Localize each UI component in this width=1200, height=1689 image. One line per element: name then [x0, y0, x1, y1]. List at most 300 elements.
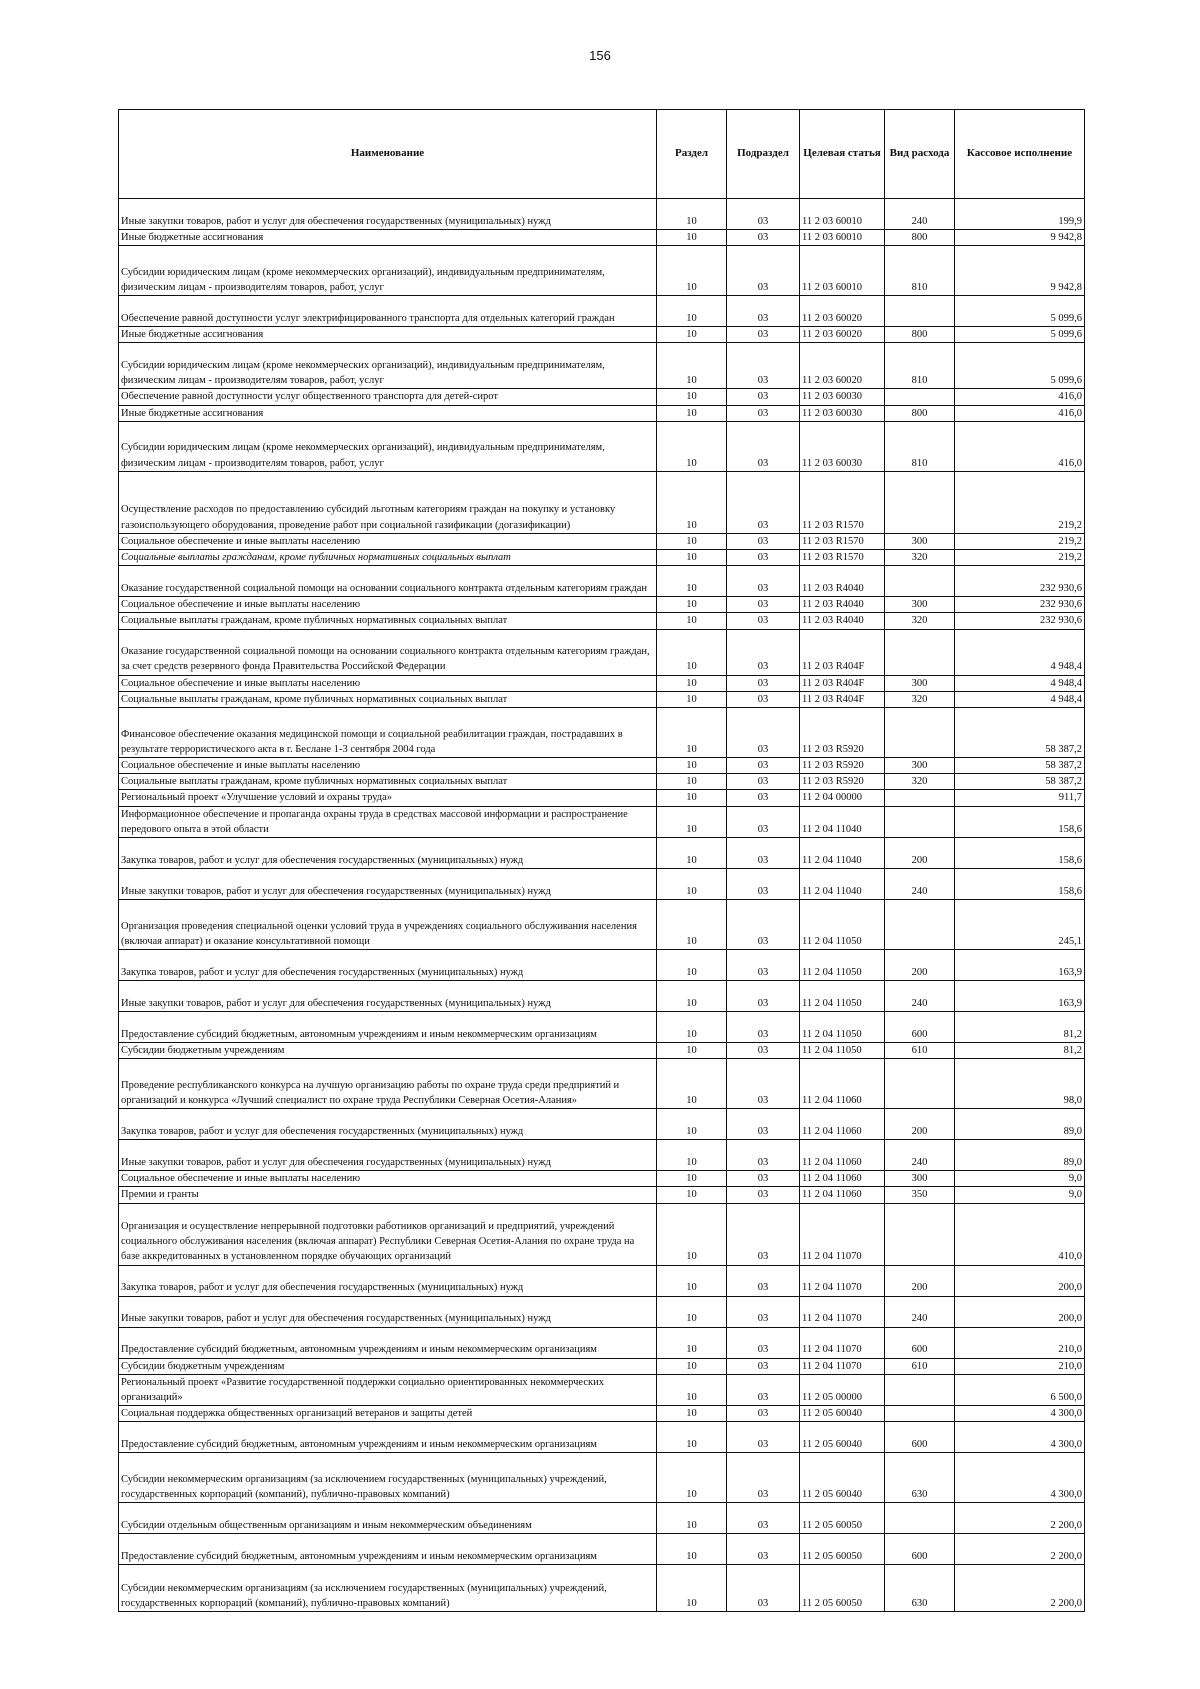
budget-table-container [118, 109, 1084, 1612]
cell-razdel: 10 [657, 708, 727, 758]
header-target: Целевая статья [800, 110, 885, 199]
cell-razdel: 10 [657, 758, 727, 774]
cell-amount: 232 930,6 [955, 613, 1085, 629]
cell-name: Закупка товаров, работ и услуг для обеспечения государственных (муниципальных) нужд [119, 1265, 657, 1296]
cell-name: Социальное обеспечение и иные выплаты населению [119, 1171, 657, 1187]
cell-podrazdel: 03 [727, 1327, 800, 1358]
table-row [119, 1265, 1085, 1296]
cell-target: 11 2 03 R404F [800, 629, 885, 675]
cell-name: Социальное обеспечение и иные выплаты населению [119, 597, 657, 613]
cell-razdel: 10 [657, 1327, 727, 1358]
cell-name: Обеспечение равной доступности услуг общественного транспорта для детей-сирот [119, 389, 657, 405]
cell-amount: 2 200,0 [955, 1565, 1085, 1612]
cell-podrazdel: 03 [727, 806, 800, 837]
table-row [119, 199, 1085, 230]
cell-podrazdel: 03 [727, 1358, 800, 1374]
cell-razdel: 10 [657, 1187, 727, 1203]
cell-razdel: 10 [657, 1358, 727, 1374]
cell-name: Предоставление субсидий бюджетным, автономным учреждениям и иным некоммерческим организациям [119, 1327, 657, 1358]
cell-podrazdel: 03 [727, 629, 800, 675]
cell-vid [885, 806, 955, 837]
cell-podrazdel: 03 [727, 1059, 800, 1109]
cell-podrazdel: 03 [727, 774, 800, 790]
cell-vid [885, 629, 955, 675]
table-row [119, 1374, 1085, 1405]
cell-razdel: 10 [657, 1406, 727, 1422]
cell-target: 11 2 03 R404F [800, 691, 885, 707]
cell-name: Субсидии юридическим лицам (кроме некоммерческих организаций), индивидуальным предпринимателям, физическим лицам - производителям товаров, работ, услуг [119, 246, 657, 296]
cell-amount: 5 099,6 [955, 296, 1085, 327]
table-row [119, 421, 1085, 471]
cell-target: 11 2 03 60030 [800, 389, 885, 405]
cell-vid: 600 [885, 1327, 955, 1358]
cell-amount: 2 200,0 [955, 1534, 1085, 1565]
cell-target: 11 2 03 60010 [800, 246, 885, 296]
cell-vid: 610 [885, 1358, 955, 1374]
cell-podrazdel: 03 [727, 246, 800, 296]
cell-vid: 300 [885, 758, 955, 774]
cell-target: 11 2 04 11050 [800, 1012, 885, 1043]
cell-podrazdel: 03 [727, 343, 800, 389]
cell-podrazdel: 03 [727, 1503, 800, 1534]
cell-razdel: 10 [657, 566, 727, 597]
cell-target: 11 2 03 60020 [800, 296, 885, 327]
cell-amount: 219,2 [955, 471, 1085, 533]
cell-amount: 416,0 [955, 389, 1085, 405]
table-row [119, 981, 1085, 1012]
cell-razdel: 10 [657, 790, 727, 806]
cell-vid: 320 [885, 691, 955, 707]
cell-name: Региональный проект «Улучшение условий и охраны труда» [119, 790, 657, 806]
cell-vid: 240 [885, 199, 955, 230]
cell-target: 11 2 03 60010 [800, 230, 885, 246]
cell-podrazdel: 03 [727, 900, 800, 950]
cell-target: 11 2 03 60010 [800, 199, 885, 230]
cell-name: Осуществление расходов по предоставлению субсидий льготным категориям граждан на покупку и установку газоиспользующего оборудования, проведение работ при социальной газификации (догазификации) [119, 471, 657, 533]
cell-podrazdel: 03 [727, 1265, 800, 1296]
cell-podrazdel: 03 [727, 1187, 800, 1203]
table-row [119, 343, 1085, 389]
cell-target: 11 2 03 R5920 [800, 774, 885, 790]
cell-vid [885, 1406, 955, 1422]
cell-vid: 300 [885, 533, 955, 549]
cell-podrazdel: 03 [727, 296, 800, 327]
cell-vid: 240 [885, 1296, 955, 1327]
cell-target: 11 2 04 11040 [800, 869, 885, 900]
table-row [119, 950, 1085, 981]
page-number: 156 [589, 48, 611, 63]
cell-name: Обеспечение равной доступности услуг электрифицированного транспорта для отдельных категорий граждан [119, 296, 657, 327]
cell-amount: 163,9 [955, 950, 1085, 981]
cell-vid [885, 1374, 955, 1405]
cell-vid: 810 [885, 421, 955, 471]
cell-razdel: 10 [657, 1374, 727, 1405]
cell-razdel: 10 [657, 1503, 727, 1534]
cell-podrazdel: 03 [727, 981, 800, 1012]
cell-target: 11 2 03 R4040 [800, 597, 885, 613]
cell-vid: 320 [885, 774, 955, 790]
table-header [119, 110, 1085, 199]
cell-amount: 219,2 [955, 550, 1085, 566]
cell-vid [885, 389, 955, 405]
cell-amount: 9 942,8 [955, 230, 1085, 246]
header-razdel: Раздел [657, 110, 727, 199]
cell-vid: 600 [885, 1534, 955, 1565]
cell-podrazdel: 03 [727, 675, 800, 691]
table-row [119, 900, 1085, 950]
cell-amount: 58 387,2 [955, 774, 1085, 790]
cell-podrazdel: 03 [727, 1012, 800, 1043]
cell-amount: 98,0 [955, 1059, 1085, 1109]
cell-vid: 610 [885, 1043, 955, 1059]
table-row [119, 1358, 1085, 1374]
cell-podrazdel: 03 [727, 471, 800, 533]
table-row [119, 230, 1085, 246]
cell-target: 11 2 04 11050 [800, 900, 885, 950]
cell-razdel: 10 [657, 869, 727, 900]
cell-name: Закупка товаров, работ и услуг для обеспечения государственных (муниципальных) нужд [119, 838, 657, 869]
cell-podrazdel: 03 [727, 1140, 800, 1171]
cell-podrazdel: 03 [727, 421, 800, 471]
cell-name: Закупка товаров, работ и услуг для обеспечения государственных (муниципальных) нужд [119, 1109, 657, 1140]
table-row [119, 708, 1085, 758]
cell-name: Социальная поддержка общественных организаций ветеранов и защиты детей [119, 1406, 657, 1422]
cell-vid: 300 [885, 1171, 955, 1187]
cell-vid: 300 [885, 675, 955, 691]
cell-name: Информационное обеспечение и пропаганда охраны труда в средствах массовой информации и распространение передового опыта в этой области [119, 806, 657, 837]
table-row [119, 1043, 1085, 1059]
cell-name: Предоставление субсидий бюджетным, автономным учреждениям и иным некоммерческим организациям [119, 1422, 657, 1453]
cell-amount: 4 300,0 [955, 1422, 1085, 1453]
cell-name: Предоставление субсидий бюджетным, автономным учреждениям и иным некоммерческим организациям [119, 1012, 657, 1043]
cell-podrazdel: 03 [727, 950, 800, 981]
cell-podrazdel: 03 [727, 1109, 800, 1140]
cell-amount: 9 942,8 [955, 246, 1085, 296]
cell-target: 11 2 04 11040 [800, 838, 885, 869]
cell-razdel: 10 [657, 405, 727, 421]
cell-vid: 240 [885, 981, 955, 1012]
cell-podrazdel: 03 [727, 199, 800, 230]
cell-name: Субсидии юридическим лицам (кроме некоммерческих организаций), индивидуальным предпринимателям, физическим лицам - производителям товаров, работ, услуг [119, 343, 657, 389]
cell-target: 11 2 04 11060 [800, 1171, 885, 1187]
cell-name: Финансовое обеспечение оказания медицинской помощи и социальной реабилитации граждан, пострадавших в результате террористического акта в г. Беслане 1-3 сентября 2004 года [119, 708, 657, 758]
cell-target: 11 2 05 60040 [800, 1453, 885, 1503]
cell-amount: 200,0 [955, 1296, 1085, 1327]
table-row [119, 1140, 1085, 1171]
cell-name: Субсидии юридическим лицам (кроме некоммерческих организаций), индивидуальным предпринимателям, физическим лицам - производителям товаров, работ, услуг [119, 421, 657, 471]
cell-amount: 219,2 [955, 533, 1085, 549]
cell-target: 11 2 04 11060 [800, 1187, 885, 1203]
cell-razdel: 10 [657, 806, 727, 837]
cell-name: Социальное обеспечение и иные выплаты населению [119, 533, 657, 549]
cell-name: Организация проведения специальной оценки условий труда в учреждениях социального обслуживания населения (включая аппарат) и оказание консультативной помощи [119, 900, 657, 950]
cell-amount: 210,0 [955, 1358, 1085, 1374]
table-row [119, 550, 1085, 566]
cell-amount: 81,2 [955, 1043, 1085, 1059]
cell-razdel: 10 [657, 1203, 727, 1265]
cell-name: Социальные выплаты гражданам, кроме публичных нормативных социальных выплат [119, 550, 657, 566]
cell-podrazdel: 03 [727, 1453, 800, 1503]
cell-amount: 163,9 [955, 981, 1085, 1012]
cell-razdel: 10 [657, 421, 727, 471]
cell-podrazdel: 03 [727, 1534, 800, 1565]
cell-vid: 600 [885, 1422, 955, 1453]
cell-razdel: 10 [657, 1109, 727, 1140]
cell-podrazdel: 03 [727, 405, 800, 421]
cell-podrazdel: 03 [727, 1296, 800, 1327]
cell-name: Иные бюджетные ассигнования [119, 327, 657, 343]
cell-podrazdel: 03 [727, 1043, 800, 1059]
cell-amount: 232 930,6 [955, 566, 1085, 597]
cell-amount: 2 200,0 [955, 1503, 1085, 1534]
cell-target: 11 2 03 60020 [800, 327, 885, 343]
cell-name: Иные закупки товаров, работ и услуг для обеспечения государственных (муниципальных) нужд [119, 1296, 657, 1327]
table-row [119, 566, 1085, 597]
header-podrazdel: Подраздел [727, 110, 800, 199]
table-row [119, 296, 1085, 327]
table-row [119, 405, 1085, 421]
cell-amount: 81,2 [955, 1012, 1085, 1043]
table-row [119, 1109, 1085, 1140]
cell-name: Премии и гранты [119, 1187, 657, 1203]
cell-name: Субсидии отдельным общественным организациям и иным некоммерческим объединениям [119, 1503, 657, 1534]
cell-vid: 810 [885, 343, 955, 389]
cell-podrazdel: 03 [727, 691, 800, 707]
cell-target: 11 2 03 60030 [800, 405, 885, 421]
cell-vid [885, 790, 955, 806]
cell-podrazdel: 03 [727, 708, 800, 758]
cell-razdel: 10 [657, 1565, 727, 1612]
cell-amount: 5 099,6 [955, 327, 1085, 343]
cell-target: 11 2 04 11060 [800, 1059, 885, 1109]
header-row [119, 110, 1085, 199]
cell-amount: 4 300,0 [955, 1453, 1085, 1503]
cell-amount: 232 930,6 [955, 597, 1085, 613]
cell-razdel: 10 [657, 533, 727, 549]
cell-podrazdel: 03 [727, 1406, 800, 1422]
cell-name: Иные закупки товаров, работ и услуг для обеспечения государственных (муниципальных) нужд [119, 1140, 657, 1171]
cell-name: Иные закупки товаров, работ и услуг для обеспечения государственных (муниципальных) нужд [119, 981, 657, 1012]
cell-amount: 911,7 [955, 790, 1085, 806]
cell-name: Социальные выплаты гражданам, кроме публичных нормативных социальных выплат [119, 774, 657, 790]
cell-amount: 158,6 [955, 806, 1085, 837]
header-name: Наименование [119, 110, 657, 199]
cell-amount: 4 948,4 [955, 629, 1085, 675]
table-row [119, 691, 1085, 707]
cell-razdel: 10 [657, 1453, 727, 1503]
cell-amount: 4 300,0 [955, 1406, 1085, 1422]
table-row [119, 1296, 1085, 1327]
cell-razdel: 10 [657, 900, 727, 950]
cell-amount: 210,0 [955, 1327, 1085, 1358]
cell-razdel: 10 [657, 774, 727, 790]
cell-vid: 240 [885, 1140, 955, 1171]
cell-vid [885, 471, 955, 533]
cell-razdel: 10 [657, 327, 727, 343]
table-row [119, 1171, 1085, 1187]
table-row [119, 1203, 1085, 1265]
cell-vid [885, 566, 955, 597]
table-row [119, 1059, 1085, 1109]
cell-podrazdel: 03 [727, 1203, 800, 1265]
cell-amount: 158,6 [955, 869, 1085, 900]
cell-name: Предоставление субсидий бюджетным, автономным учреждениям и иным некоммерческим организациям [119, 1534, 657, 1565]
cell-razdel: 10 [657, 597, 727, 613]
cell-name: Организация и осуществление непрерывной подготовки работников организаций и предприятий, учреждений социального обслуживания населения (включая аппарат) Республики Северная Осетия-Алания по охране труда на базе аккредитованных в установленном порядке обучающих организаций [119, 1203, 657, 1265]
cell-podrazdel: 03 [727, 838, 800, 869]
cell-name: Социальные выплаты гражданам, кроме публичных нормативных социальных выплат [119, 691, 657, 707]
table-body [119, 199, 1085, 1612]
cell-target: 11 2 04 11060 [800, 1109, 885, 1140]
cell-razdel: 10 [657, 1265, 727, 1296]
cell-vid [885, 1059, 955, 1109]
cell-razdel: 10 [657, 343, 727, 389]
cell-target: 11 2 03 R404F [800, 675, 885, 691]
table-row [119, 806, 1085, 837]
cell-podrazdel: 03 [727, 1374, 800, 1405]
cell-vid [885, 1503, 955, 1534]
cell-podrazdel: 03 [727, 389, 800, 405]
cell-razdel: 10 [657, 950, 727, 981]
table-row [119, 675, 1085, 691]
cell-amount: 416,0 [955, 421, 1085, 471]
cell-vid: 200 [885, 1109, 955, 1140]
cell-name: Социальное обеспечение и иные выплаты населению [119, 758, 657, 774]
cell-name: Субсидии бюджетным учреждениям [119, 1358, 657, 1374]
cell-target: 11 2 03 60020 [800, 343, 885, 389]
cell-vid: 630 [885, 1453, 955, 1503]
cell-name: Социальное обеспечение и иные выплаты населению [119, 675, 657, 691]
cell-podrazdel: 03 [727, 1422, 800, 1453]
table-row [119, 790, 1085, 806]
cell-target: 11 2 04 11050 [800, 1043, 885, 1059]
cell-razdel: 10 [657, 838, 727, 869]
cell-amount: 9,0 [955, 1171, 1085, 1187]
cell-target: 11 2 05 60040 [800, 1406, 885, 1422]
table-row [119, 629, 1085, 675]
cell-vid: 200 [885, 1265, 955, 1296]
table-row [119, 774, 1085, 790]
cell-podrazdel: 03 [727, 533, 800, 549]
cell-razdel: 10 [657, 1059, 727, 1109]
header-amount: Кассовое исполнение [955, 110, 1085, 199]
cell-target: 11 2 04 11070 [800, 1296, 885, 1327]
cell-vid [885, 708, 955, 758]
cell-vid: 350 [885, 1187, 955, 1203]
cell-target: 11 2 05 00000 [800, 1374, 885, 1405]
cell-name: Иные закупки товаров, работ и услуг для обеспечения государственных (муниципальных) нужд [119, 869, 657, 900]
table-row [119, 389, 1085, 405]
cell-razdel: 10 [657, 230, 727, 246]
cell-razdel: 10 [657, 691, 727, 707]
table-row [119, 1187, 1085, 1203]
cell-name: Субсидии некоммерческим организациям (за исключением государственных (муниципальных) учреждений, государственных корпораций (компаний), публично-правовых компаний) [119, 1453, 657, 1503]
cell-target: 11 2 03 R4040 [800, 613, 885, 629]
cell-vid: 320 [885, 550, 955, 566]
cell-name: Иные закупки товаров, работ и услуг для обеспечения государственных (муниципальных) нужд [119, 199, 657, 230]
table-row [119, 597, 1085, 613]
table-row [119, 471, 1085, 533]
cell-razdel: 10 [657, 1171, 727, 1187]
cell-amount: 200,0 [955, 1265, 1085, 1296]
cell-name: Оказание государственной социальной помощи на основании социального контракта отдельным категориям граждан [119, 566, 657, 597]
cell-name: Закупка товаров, работ и услуг для обеспечения государственных (муниципальных) нужд [119, 950, 657, 981]
table-row [119, 1534, 1085, 1565]
cell-amount: 4 948,4 [955, 675, 1085, 691]
cell-razdel: 10 [657, 471, 727, 533]
cell-razdel: 10 [657, 389, 727, 405]
cell-target: 11 2 04 11060 [800, 1140, 885, 1171]
cell-vid: 240 [885, 869, 955, 900]
cell-vid: 600 [885, 1012, 955, 1043]
cell-target: 11 2 05 60040 [800, 1422, 885, 1453]
cell-podrazdel: 03 [727, 1171, 800, 1187]
table-row [119, 613, 1085, 629]
cell-name: Социальные выплаты гражданам, кроме публичных нормативных социальных выплат [119, 613, 657, 629]
cell-razdel: 10 [657, 1422, 727, 1453]
cell-vid [885, 900, 955, 950]
cell-razdel: 10 [657, 1534, 727, 1565]
cell-razdel: 10 [657, 246, 727, 296]
cell-podrazdel: 03 [727, 1565, 800, 1612]
cell-amount: 58 387,2 [955, 758, 1085, 774]
cell-target: 11 2 05 60050 [800, 1503, 885, 1534]
cell-razdel: 10 [657, 1012, 727, 1043]
cell-target: 11 2 04 11070 [800, 1327, 885, 1358]
cell-name: Иные бюджетные ассигнования [119, 230, 657, 246]
table-row [119, 1327, 1085, 1358]
cell-podrazdel: 03 [727, 758, 800, 774]
cell-target: 11 2 03 R1570 [800, 471, 885, 533]
cell-target: 11 2 05 60050 [800, 1565, 885, 1612]
table-row [119, 869, 1085, 900]
cell-target: 11 2 03 R5920 [800, 758, 885, 774]
cell-razdel: 10 [657, 1140, 727, 1171]
cell-podrazdel: 03 [727, 550, 800, 566]
cell-podrazdel: 03 [727, 613, 800, 629]
cell-razdel: 10 [657, 1296, 727, 1327]
cell-vid: 800 [885, 405, 955, 421]
cell-razdel: 10 [657, 675, 727, 691]
cell-name: Оказание государственной социальной помощи на основании социального контракта отдельным категориям граждан, за счет средств резервного фонда Правительства Российской Федерации [119, 629, 657, 675]
cell-razdel: 10 [657, 629, 727, 675]
table-row [119, 533, 1085, 549]
cell-vid: 200 [885, 838, 955, 869]
cell-target: 11 2 04 11070 [800, 1265, 885, 1296]
table-row [119, 327, 1085, 343]
cell-vid: 300 [885, 597, 955, 613]
cell-razdel: 10 [657, 1043, 727, 1059]
cell-target: 11 2 05 60050 [800, 1534, 885, 1565]
cell-name: Проведение республиканского конкурса на лучшую организацию работы по охране труда среди предприятий и организаций и конкурса «Лучший специалист по охране труда Республики Северная Осетия-Алания» [119, 1059, 657, 1109]
cell-amount: 5 099,6 [955, 343, 1085, 389]
cell-razdel: 10 [657, 613, 727, 629]
cell-target: 11 2 03 R1570 [800, 533, 885, 549]
cell-vid: 200 [885, 950, 955, 981]
budget-table [118, 109, 1085, 1612]
table-row [119, 838, 1085, 869]
cell-target: 11 2 03 R5920 [800, 708, 885, 758]
cell-amount: 89,0 [955, 1109, 1085, 1140]
cell-name: Субсидии некоммерческим организациям (за исключением государственных (муниципальных) учреждений, государственных корпораций (компаний), публично-правовых компаний) [119, 1565, 657, 1612]
cell-podrazdel: 03 [727, 597, 800, 613]
cell-target: 11 2 04 11070 [800, 1203, 885, 1265]
cell-podrazdel: 03 [727, 230, 800, 246]
cell-target: 11 2 04 11070 [800, 1358, 885, 1374]
cell-target: 11 2 04 11050 [800, 981, 885, 1012]
cell-amount: 6 500,0 [955, 1374, 1085, 1405]
cell-razdel: 10 [657, 550, 727, 566]
